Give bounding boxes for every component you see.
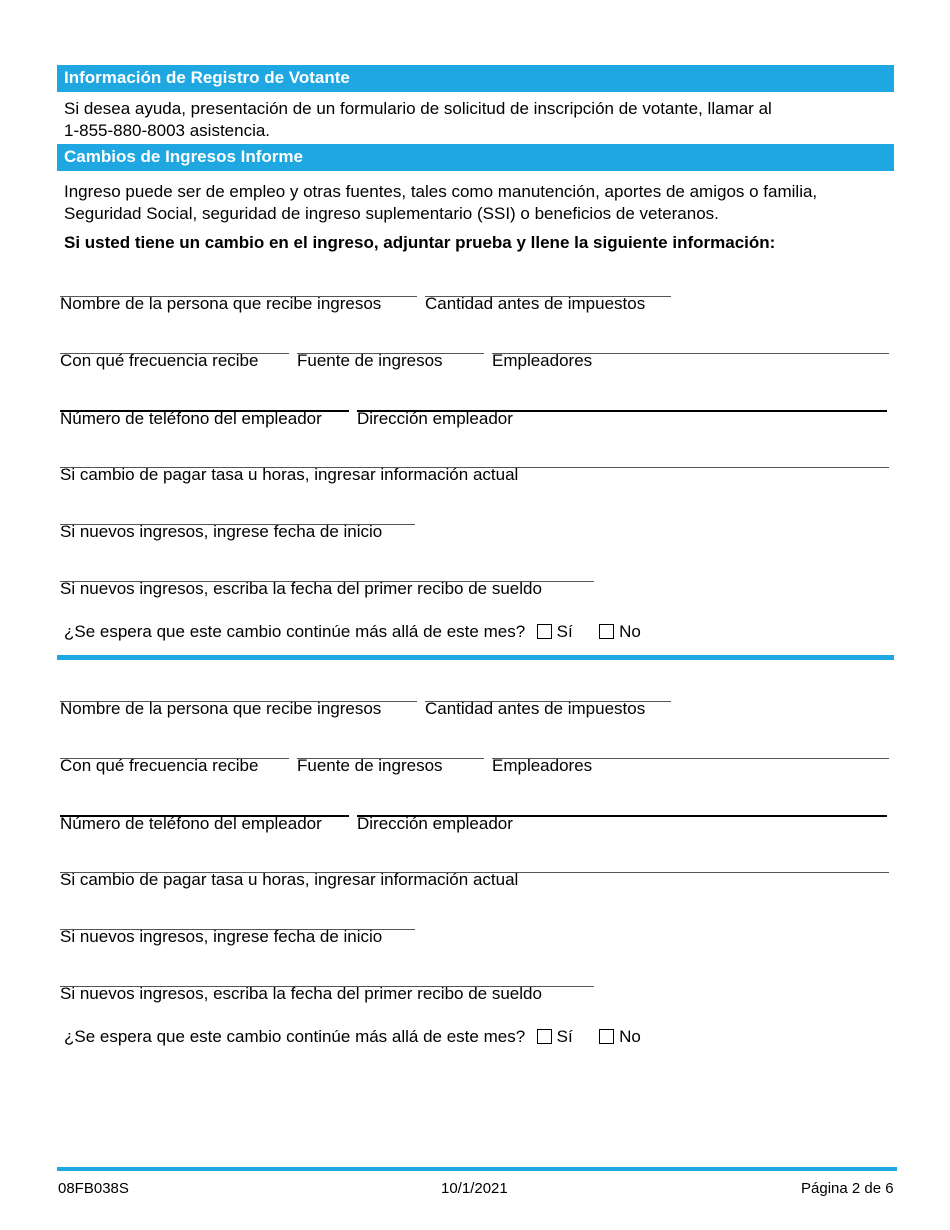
amount-field-2[interactable] (425, 701, 671, 720)
first-paycheck-label: Si nuevos ingresos, escriba la fecha del primer recibo de sueldo (60, 984, 542, 1003)
start-date-label: Si nuevos ingresos, ingrese fecha de inicio (60, 522, 383, 541)
frequency-field-1[interactable] (60, 353, 289, 372)
income-instruction: Si usted tiene un cambio en el ingreso, adjuntar prueba y llene la siguiente información: (64, 233, 776, 252)
source-field-1[interactable] (297, 353, 484, 372)
yes-checkbox[interactable] (537, 1029, 552, 1044)
section-divider (57, 655, 894, 660)
frequency-label: Con qué frecuencia recibe (60, 756, 259, 775)
yes-label: Sí (556, 622, 573, 641)
footer-divider (57, 1167, 897, 1171)
no-label: No (619, 1027, 641, 1046)
source-field-2[interactable] (297, 758, 484, 777)
voter-text-line1: Si desea ayuda, presentación de un formulario de solicitud de inscripción de votante, llamar al (64, 99, 772, 118)
voter-registration-heading: Información de Registro de Votante (57, 65, 894, 92)
source-label: Fuente de ingresos (297, 756, 443, 775)
employer-address-field-1[interactable] (357, 410, 887, 430)
pay-change-field-2[interactable] (60, 872, 889, 891)
employers-label: Empleadores (492, 351, 593, 370)
frequency-label: Con qué frecuencia recibe (60, 351, 259, 370)
voter-registration-text (64, 98, 772, 142)
income-description (64, 181, 817, 225)
amount-field-1[interactable] (425, 296, 671, 315)
employers-label: Empleadores (492, 756, 593, 775)
income-changes-heading: Cambios de Ingresos Informe (57, 144, 894, 171)
pay-change-label: Si cambio de pagar tasa u horas, ingresar información actual (60, 870, 519, 889)
frequency-field-2[interactable] (60, 758, 289, 777)
employer-phone-label: Número de teléfono del empleador (60, 409, 322, 428)
employers-field-1[interactable] (492, 353, 889, 372)
continuation-question-2 (64, 1026, 641, 1048)
yes-label: Sí (556, 1027, 573, 1046)
employer-phone-field-1[interactable] (60, 410, 349, 430)
no-label: No (619, 622, 641, 641)
person-name-label: Nombre de la persona que recibe ingresos (60, 699, 382, 718)
continuation-question-1 (64, 621, 641, 643)
employer-phone-field-2[interactable] (60, 815, 349, 835)
amount-label: Cantidad antes de impuestos (425, 699, 646, 718)
employer-address-label: Dirección empleador (357, 409, 513, 428)
person-name-field-1[interactable] (60, 296, 417, 315)
pay-change-field-1[interactable] (60, 467, 889, 486)
start-date-field-2[interactable] (60, 929, 415, 948)
pay-change-label: Si cambio de pagar tasa u horas, ingresar información actual (60, 465, 519, 484)
start-date-field-1[interactable] (60, 524, 415, 543)
first-paycheck-field-2[interactable] (60, 986, 594, 1005)
start-date-label: Si nuevos ingresos, ingrese fecha de inicio (60, 927, 383, 946)
employer-address-field-2[interactable] (357, 815, 887, 835)
income-text-line1: Ingreso puede ser de empleo y otras fuentes, tales como manutención, aportes de amigos o familia, (64, 182, 818, 201)
form-date: 10/1/2021 (441, 1180, 508, 1197)
question-label: ¿Se espera que este cambio continúe más allá de este mes? (64, 1027, 526, 1046)
employers-field-2[interactable] (492, 758, 889, 777)
person-name-field-2[interactable] (60, 701, 417, 720)
voter-text-line2: 1-855-880-8003 asistencia. (64, 121, 271, 140)
first-paycheck-field-1[interactable] (60, 581, 594, 600)
page-number: Página 2 de 6 (801, 1180, 894, 1197)
amount-label: Cantidad antes de impuestos (425, 294, 646, 313)
source-label: Fuente de ingresos (297, 351, 443, 370)
person-name-label: Nombre de la persona que recibe ingresos (60, 294, 382, 313)
income-text-line2: Seguridad Social, seguridad de ingreso suplementario (SSI) o beneficios de veteranos. (64, 204, 719, 223)
yes-checkbox[interactable] (537, 624, 552, 639)
no-checkbox[interactable] (599, 1029, 614, 1044)
question-label: ¿Se espera que este cambio continúe más allá de este mes? (64, 622, 526, 641)
employer-address-label: Dirección empleador (357, 814, 513, 833)
first-paycheck-label: Si nuevos ingresos, escriba la fecha del primer recibo de sueldo (60, 579, 542, 598)
no-checkbox[interactable] (599, 624, 614, 639)
employer-phone-label: Número de teléfono del empleador (60, 814, 322, 833)
form-id: 08FB038S (58, 1180, 129, 1197)
